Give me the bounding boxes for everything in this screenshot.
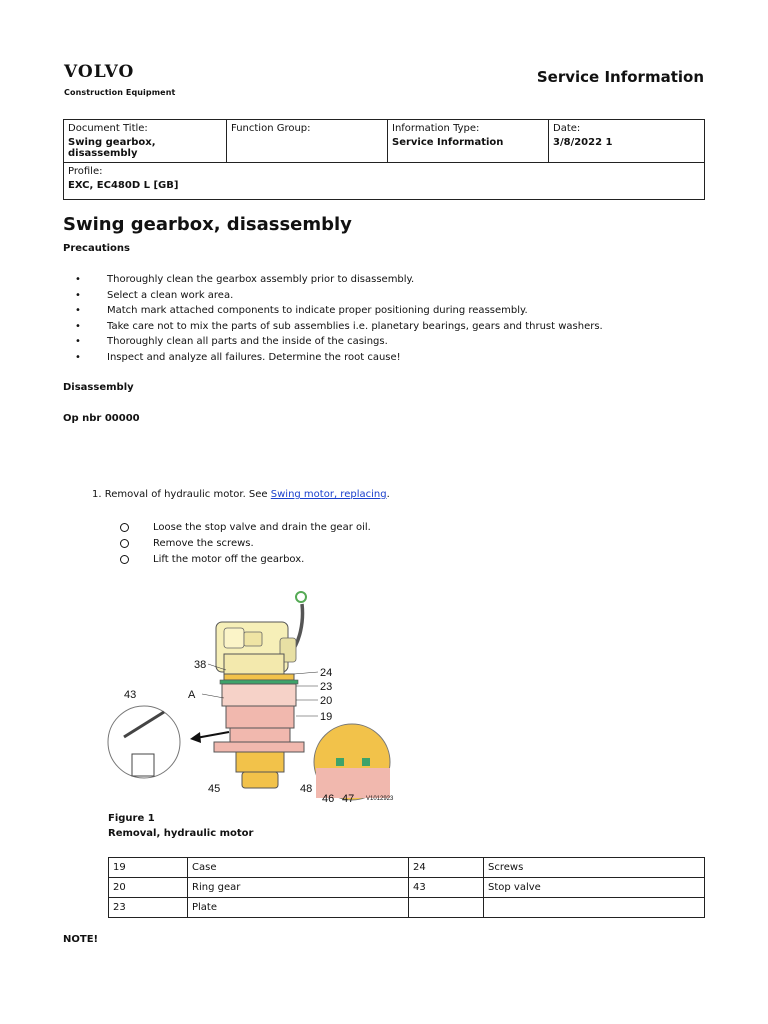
profile-value: EXC, EC480D L [GB]: [68, 180, 179, 191]
callout-a: A: [188, 689, 196, 701]
table-cell: 19: [109, 858, 188, 878]
swing-motor-replacing-link[interactable]: Swing motor, replacing: [270, 489, 387, 500]
document-info-table: [63, 119, 705, 200]
table-cell: 24: [409, 858, 484, 878]
callout-20: 20: [320, 695, 333, 707]
table-cell: 23: [109, 898, 188, 918]
subitem-text: Lift the motor off the gearbox.: [153, 554, 305, 565]
list-item: • Match mark attached components to indicate proper positioning during reassembly.: [63, 303, 603, 319]
callout-43: 43: [124, 689, 137, 701]
list-item: [120, 520, 371, 536]
precautions-heading: Precautions: [63, 243, 130, 254]
disassembly-heading: Disassembly: [63, 382, 134, 393]
table-cell: [409, 898, 484, 918]
callout-23: 23: [320, 681, 333, 693]
table-cell: Ring gear: [188, 878, 409, 898]
doc-title-cell: [64, 120, 227, 163]
subitem-text: Loose the stop valve and drain the gear oil.: [153, 522, 371, 533]
callout-46: 46: [322, 793, 335, 805]
list-item: • Thoroughly clean the gearbox assembly prior to disassembly.: [63, 272, 603, 288]
step-number: 1.: [92, 489, 102, 500]
figure-caption: [108, 811, 253, 841]
step-text-end: .: [386, 489, 390, 500]
op-number: Op nbr 00000: [63, 413, 140, 424]
step-text: Removal of hydraulic motor. See: [104, 489, 271, 500]
list-item: [120, 552, 371, 568]
subitem-text: Remove the screws.: [153, 538, 254, 549]
callout-38: 38: [194, 659, 207, 671]
info-type-cell: [388, 120, 549, 163]
date-cell: [549, 120, 705, 163]
circle-bullet-icon: [120, 555, 129, 564]
info-type-value: Service Information: [392, 137, 504, 148]
callout-45: 45: [208, 783, 221, 795]
list-item: • Inspect and analyze all failures. Determine the root cause!: [63, 350, 603, 366]
callout-47: 47: [342, 793, 355, 805]
table-cell: 43: [409, 878, 484, 898]
profile-cell: [64, 163, 705, 200]
step-1: [92, 489, 390, 500]
list-item: [120, 536, 371, 552]
table-cell: [484, 898, 705, 918]
table-row: [109, 858, 705, 878]
profile-label: Profile:: [68, 166, 103, 177]
service-information-heading: Service Information: [536, 68, 704, 86]
list-item: • Select a clean work area.: [63, 288, 603, 304]
figure-caption-label: Figure 1: [108, 813, 155, 824]
circle-bullet-icon: [120, 523, 129, 532]
function-group-label: Function Group:: [231, 123, 311, 134]
figure-caption-text: Removal, hydraulic motor: [108, 828, 254, 839]
table-row: [109, 878, 705, 898]
volvo-logo: [64, 62, 175, 97]
page-title: Swing gearbox, disassembly: [63, 214, 352, 235]
step-1-subitems: [120, 520, 371, 568]
callout-24: 24: [320, 667, 333, 679]
doc-title-label: Document Title:: [68, 123, 148, 134]
table-row: [109, 898, 705, 918]
brand-subtitle: Construction Equipment: [64, 88, 176, 97]
list-item: • Thoroughly clean all parts and the inside of the casings.: [63, 334, 603, 350]
table-cell: Stop valve: [484, 878, 705, 898]
doc-title-value: Swing gearbox, disassembly: [68, 137, 156, 159]
figure-code: V1012923: [366, 796, 394, 802]
function-group-cell: [227, 120, 388, 163]
brand-name: VOLVO: [64, 62, 135, 82]
callout-19: 19: [320, 711, 333, 723]
info-type-label: Information Type:: [392, 123, 480, 134]
circle-bullet-icon: [120, 539, 129, 548]
date-value: 3/8/2022 1: [553, 137, 613, 148]
parts-table: [108, 857, 705, 918]
table-cell: Plate: [188, 898, 409, 918]
date-label: Date:: [553, 123, 581, 134]
table-cell: Case: [188, 858, 409, 878]
callout-48: 48: [300, 783, 313, 795]
precautions-list: [63, 272, 603, 365]
note-heading: NOTE!: [63, 934, 99, 945]
table-cell: Screws: [484, 858, 705, 878]
figure-hydraulic-motor: [104, 582, 400, 808]
list-item: • Take care not to mix the parts of sub assemblies i.e. planetary bearings, gears and thrust washers.: [63, 319, 603, 335]
hydraulic-motor-illustration: [104, 582, 400, 808]
table-cell: 20: [109, 878, 188, 898]
